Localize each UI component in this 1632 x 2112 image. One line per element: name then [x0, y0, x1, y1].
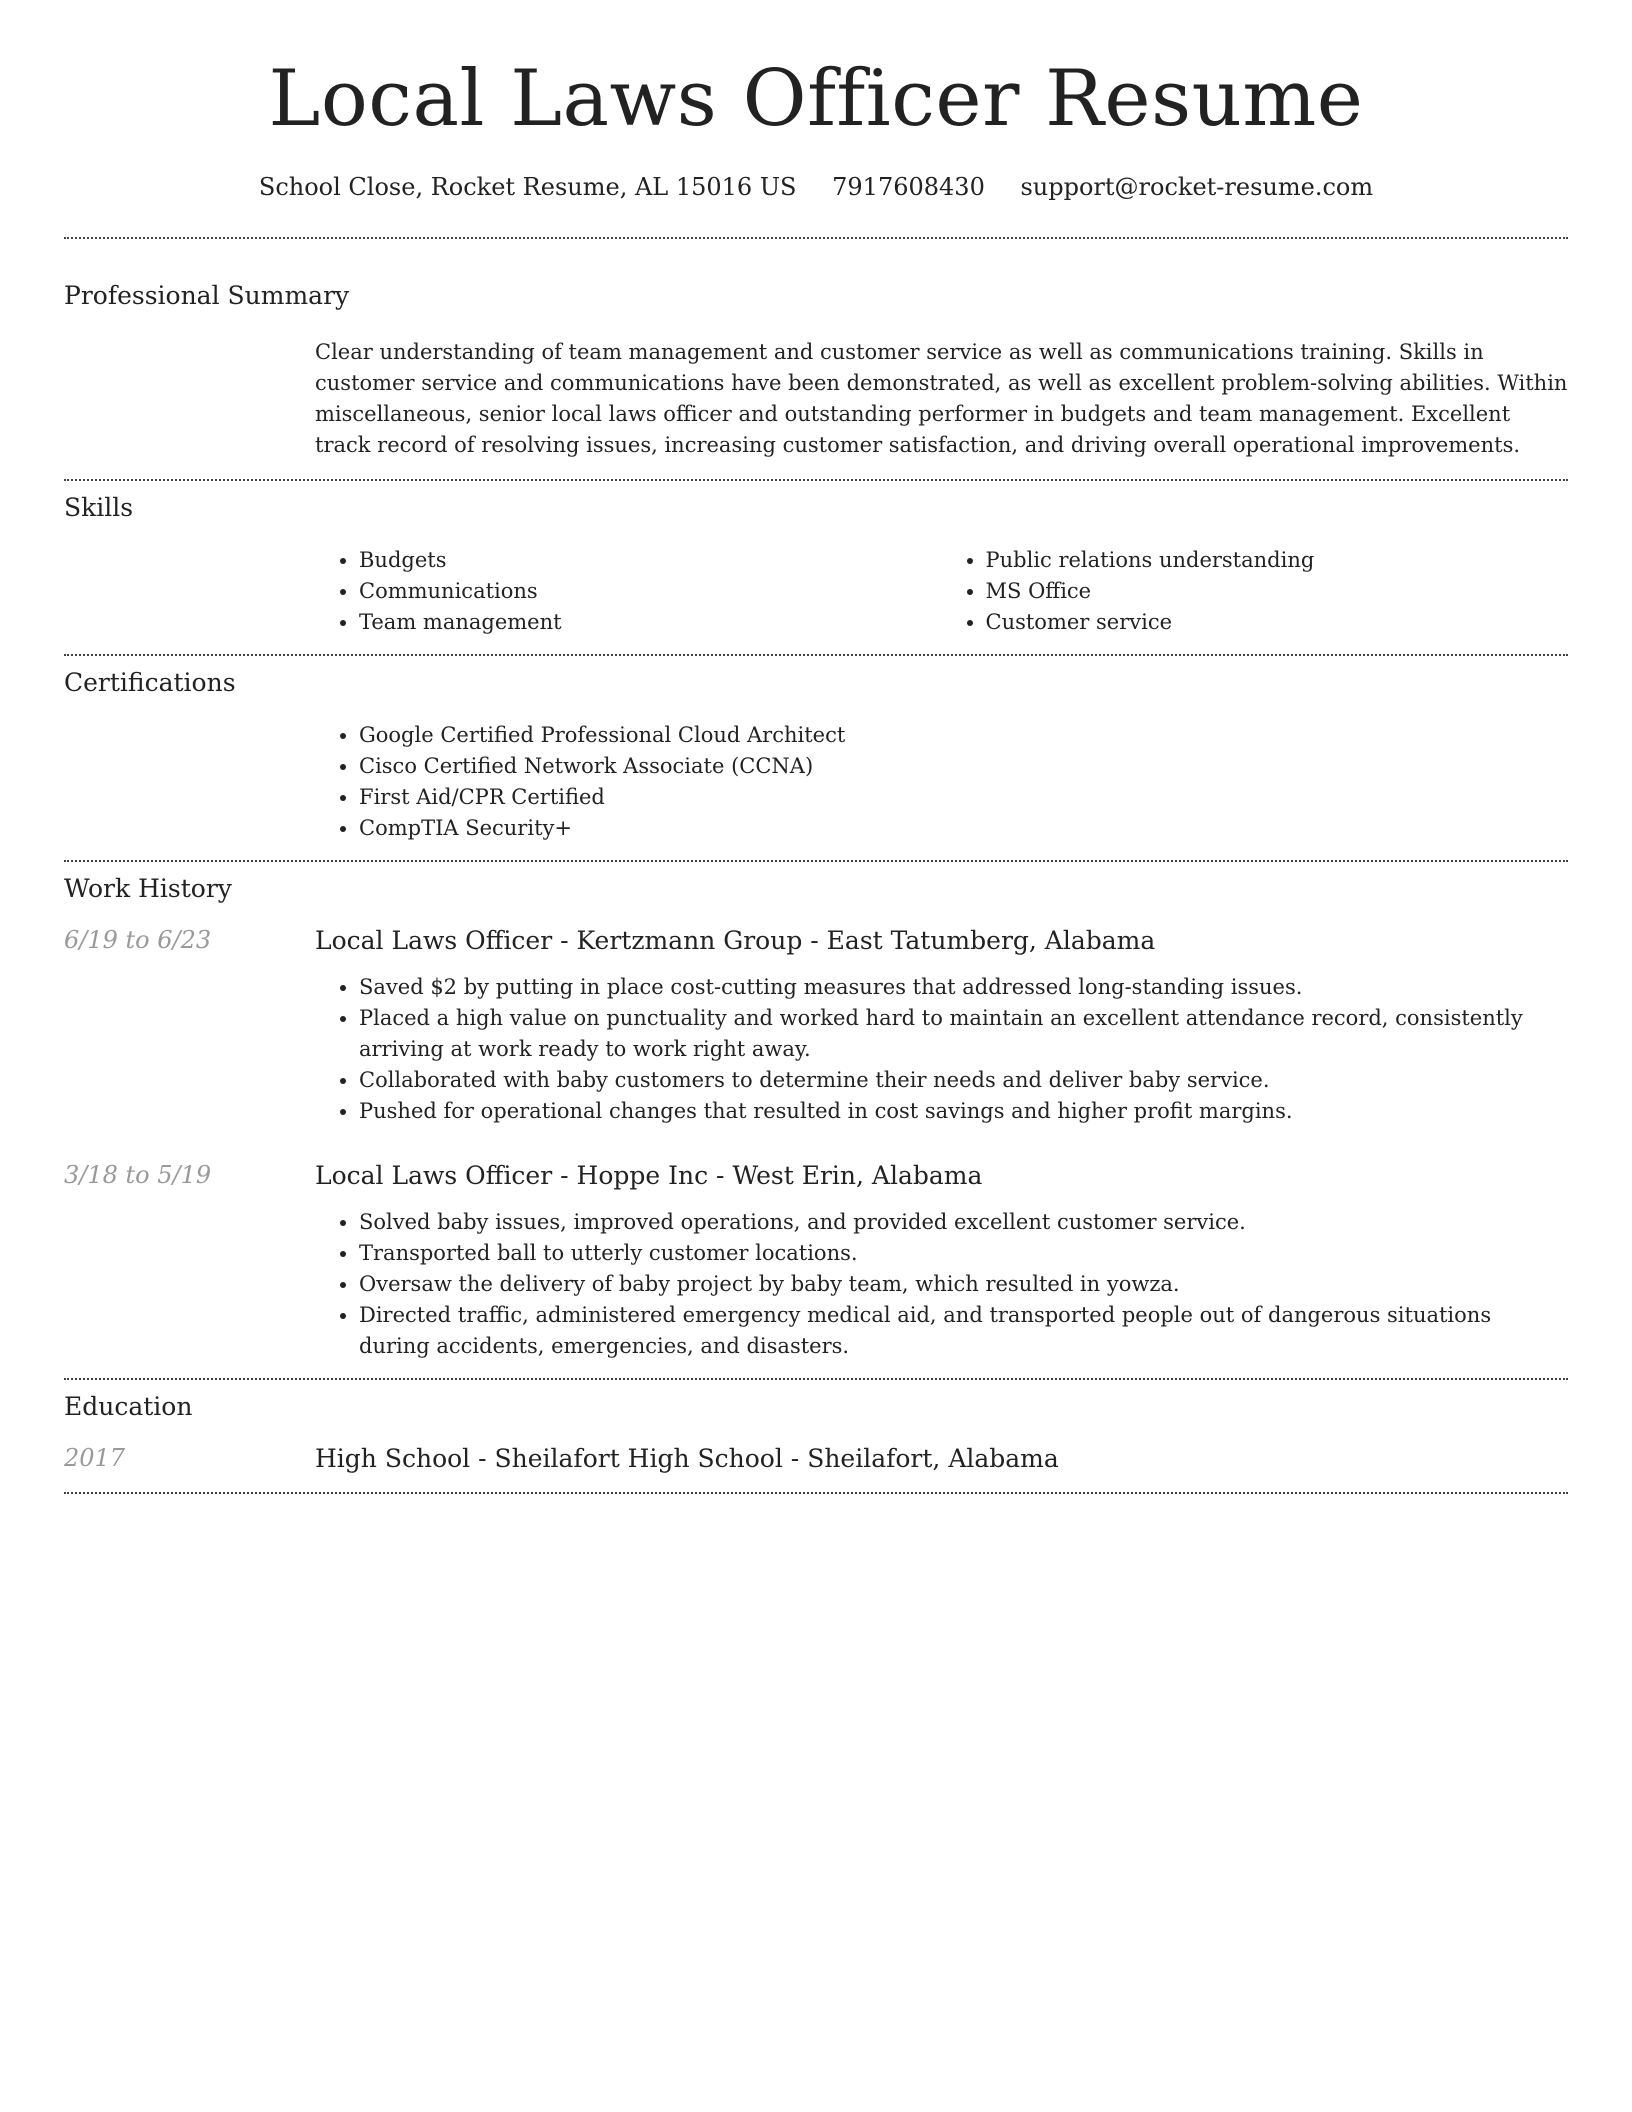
certification-item: • Google Certified Professional Cloud Architect — [359, 720, 1568, 751]
skill-item: • Budgets — [359, 545, 942, 576]
job-entry — [64, 926, 1568, 1127]
job-heading: Local Laws Officer - Hoppe Inc - West Erin, Alabama — [315, 1161, 983, 1191]
certification-item: • CompTIA Security+ — [359, 813, 1568, 844]
job-entry — [64, 1161, 1568, 1362]
divider — [64, 1492, 1568, 1494]
job-bullet: • Oversaw the delivery of baby project by baby team, which resulted in yowza. — [359, 1269, 1568, 1300]
contact-phone: 7917608430 — [832, 173, 985, 201]
job-heading: Local Laws Officer - Kertzmann Group - East Tatumberg, Alabama — [315, 926, 1156, 956]
work-history-section — [64, 862, 1568, 1378]
certification-item: • First Aid/CPR Certified — [359, 782, 1568, 813]
job-bullet: • Solved baby issues, improved operations, and provided excellent customer service. — [359, 1207, 1568, 1238]
contact-email: support@rocket-resume.com — [1020, 173, 1374, 201]
work-history-heading: Work History — [64, 874, 232, 904]
skills-list-left — [315, 545, 942, 638]
job-bullet: • Pushed for operational changes that resulted in cost savings and higher profit margins. — [359, 1096, 1568, 1127]
job-bullets — [315, 972, 1568, 1127]
skills-section — [64, 481, 1568, 654]
job-bullet: • Saved $2 by putting in place cost-cutting measures that addressed long-standing issues. — [359, 972, 1568, 1003]
skill-item: • Communications — [359, 576, 942, 607]
skill-item: • Public relations understanding — [986, 545, 1569, 576]
education-heading: Education — [64, 1392, 193, 1422]
job-bullet: • Directed traffic, administered emergency medical aid, and transported people out of dangerous situations during accidents, emergencies, and disasters. — [359, 1300, 1568, 1362]
skill-item: • Customer service — [986, 607, 1569, 638]
job-dates: 6/19 to 6/23 — [64, 926, 212, 955]
skill-item: • MS Office — [986, 576, 1569, 607]
skills-list-right — [942, 545, 1569, 638]
summary-section — [64, 239, 1568, 479]
job-bullet: • Collaborated with baby customers to determine their needs and deliver baby service. — [359, 1065, 1568, 1096]
contact-line — [64, 172, 1568, 203]
job-bullets — [315, 1207, 1568, 1362]
education-year: 2017 — [64, 1444, 126, 1473]
certifications-section — [64, 656, 1568, 860]
certifications-heading: Certifications — [64, 668, 236, 698]
summary-heading: Professional Summary — [64, 281, 350, 311]
job-bullet: • Transported ball to utterly customer locations. — [359, 1238, 1568, 1269]
education-heading-line: High School - Sheilafort High School - Sheilafort, Alabama — [315, 1444, 1059, 1474]
skills-heading: Skills — [64, 493, 134, 523]
contact-address: School Close, Rocket Resume, AL 15016 US — [258, 173, 797, 201]
skill-item: • Team management — [359, 607, 942, 638]
certification-item: • Cisco Certified Network Associate (CCNA) — [359, 751, 1568, 782]
job-dates: 3/18 to 5/19 — [64, 1161, 212, 1190]
resume-title: Local Laws Officer Resume — [268, 54, 1364, 144]
certifications-list — [315, 720, 1568, 844]
summary-text: Clear understanding of team management and customer service as well as communications training. Skills in customer service and communications have been demonstrated, as well as excellent problem-solving abilities. Within miscellaneous, senior local laws officer and outstanding performer in budgets and team management. Excellent track record of resolving issues, increasing customer satisfaction, and driving overall operational improvements. — [315, 340, 1568, 458]
education-section — [64, 1380, 1568, 1492]
job-bullet: • Placed a high value on punctuality and worked hard to maintain an excellent attendance record, consistently arriving at work ready to work right away. — [359, 1003, 1568, 1065]
